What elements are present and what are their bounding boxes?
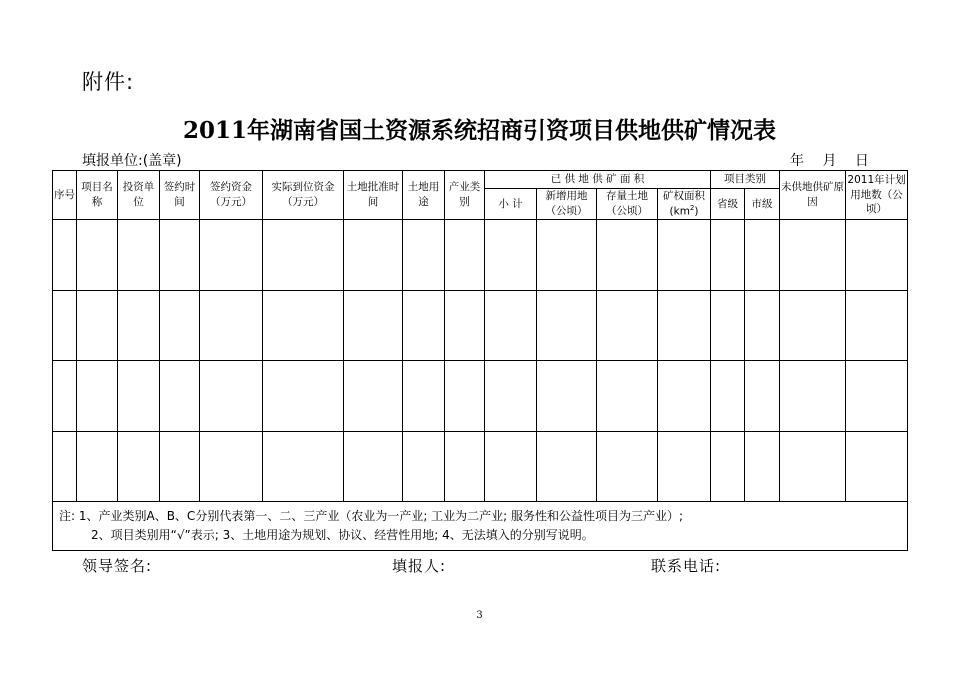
table-cell[interactable]: [77, 431, 118, 502]
header-industry-type: 产业类别: [445, 171, 485, 220]
table-cell[interactable]: [846, 361, 908, 432]
table-cell[interactable]: [53, 290, 77, 361]
table-cell[interactable]: [780, 361, 846, 432]
table-cell[interactable]: [745, 431, 780, 502]
table-cell[interactable]: [445, 290, 485, 361]
table-cell[interactable]: [658, 220, 711, 291]
reporting-unit-label: 填报单位:(盖章): [82, 153, 182, 169]
table-cell[interactable]: [403, 361, 445, 432]
table-cell[interactable]: [745, 220, 780, 291]
table-cell[interactable]: [445, 220, 485, 291]
mining-area-prefix: 矿权面积(km: [663, 190, 706, 218]
header-investor: 投资单位: [118, 171, 160, 220]
table-cell[interactable]: [846, 220, 908, 291]
header-existing-land: 存量土地（公顷）: [597, 189, 658, 220]
mining-area-superscript: 2: [689, 203, 695, 212]
header-unsupplied-reason: 未供地供矿原因: [780, 171, 846, 220]
notes-row: [53, 502, 908, 551]
table-cell[interactable]: [846, 290, 908, 361]
table-cell[interactable]: [485, 431, 537, 502]
table-cell[interactable]: [846, 431, 908, 502]
table-cell[interactable]: [745, 290, 780, 361]
table-cell[interactable]: [344, 361, 403, 432]
table-cell[interactable]: [160, 431, 200, 502]
table-cell[interactable]: [597, 220, 658, 291]
table-cell[interactable]: [160, 290, 200, 361]
table-cell[interactable]: [403, 431, 445, 502]
note-line-2: 2、项目类别用“√”表示; 3、土地用途为规划、协议、经营性用地; 4、无法填入的分别写说明。: [91, 528, 594, 542]
header-land-approval-time: 土地批准时间: [344, 171, 403, 220]
header-planned-land: 2011年计划用地数（公顷）: [846, 171, 908, 220]
table-cell[interactable]: [263, 361, 344, 432]
table-cell[interactable]: [485, 220, 537, 291]
table-cell[interactable]: [118, 220, 160, 291]
note-line-1: 注: 1、产业类别A、B、C分别代表第一、二、三产业（农业为一产业; 工业为二产业; 服务性和公益性项目为三产业）;: [59, 508, 684, 523]
table-cell[interactable]: [160, 220, 200, 291]
header-project-category-group: 项目类别: [711, 171, 780, 189]
mining-area-suffix: ): [694, 205, 699, 218]
table-row: [53, 431, 908, 502]
report-table: [52, 170, 908, 551]
table-cell[interactable]: [445, 431, 485, 502]
header-land-use: 土地用途: [403, 171, 445, 220]
table-cell[interactable]: [597, 361, 658, 432]
table-cell[interactable]: [780, 431, 846, 502]
table-cell[interactable]: [658, 290, 711, 361]
table-cell[interactable]: [77, 290, 118, 361]
table-cell[interactable]: [537, 290, 597, 361]
table-row: [53, 361, 908, 432]
table-cell[interactable]: [537, 220, 597, 291]
document-title: 2011年湖南省国土资源系统招商引资项目供地供矿情况表: [182, 117, 776, 144]
table-cell[interactable]: [711, 220, 745, 291]
table-cell[interactable]: [263, 431, 344, 502]
table-cell[interactable]: [445, 361, 485, 432]
header-mining-area: [658, 189, 711, 220]
header-project-name: 项目名称: [77, 171, 118, 220]
phone-label: 联系电话:: [651, 557, 722, 575]
table-cell[interactable]: [53, 431, 77, 502]
header-municipal: 市级: [745, 189, 780, 220]
table-cell[interactable]: [200, 361, 263, 432]
table-cell[interactable]: [403, 220, 445, 291]
table-cell[interactable]: [597, 431, 658, 502]
header-signed-funds: 签约资金（万元）: [200, 171, 263, 220]
table-cell[interactable]: [200, 220, 263, 291]
notes-cell: [53, 502, 908, 551]
table-cell[interactable]: [200, 290, 263, 361]
header-new-land: 新增用地（公顷）: [537, 189, 597, 220]
table-cell[interactable]: [780, 220, 846, 291]
table-cell[interactable]: [711, 431, 745, 502]
table-cell[interactable]: [53, 361, 77, 432]
date-field-label: 年 月 日: [790, 153, 869, 169]
table-cell[interactable]: [745, 361, 780, 432]
header-signing-time: 签约时间: [160, 171, 200, 220]
page-number: 3: [476, 610, 483, 621]
table-cell[interactable]: [403, 290, 445, 361]
table-cell[interactable]: [485, 361, 537, 432]
table-cell[interactable]: [597, 290, 658, 361]
table-cell[interactable]: [344, 431, 403, 502]
header-subtotal: 小 计: [485, 189, 537, 220]
table-cell[interactable]: [344, 290, 403, 361]
table-cell[interactable]: [263, 290, 344, 361]
table-cell[interactable]: [118, 431, 160, 502]
table-cell[interactable]: [263, 220, 344, 291]
table-cell[interactable]: [780, 290, 846, 361]
table-cell[interactable]: [53, 220, 77, 291]
table-cell[interactable]: [77, 220, 118, 291]
table-cell[interactable]: [711, 290, 745, 361]
header-serial: 序号: [53, 171, 77, 220]
table-row: [53, 220, 908, 291]
table-cell[interactable]: [77, 361, 118, 432]
header-provincial: 省级: [711, 189, 745, 220]
filler-label: 填报人:: [392, 557, 447, 575]
table-row: [53, 290, 908, 361]
leader-signature-label: 领导签名:: [82, 557, 153, 575]
table-cell[interactable]: [118, 361, 160, 432]
header-supplied-area-group: 已 供 地 供 矿 面 积: [485, 171, 711, 189]
table-cell[interactable]: [537, 361, 597, 432]
table-cell[interactable]: [200, 431, 263, 502]
header-actual-funds: 实际到位资金（万元）: [263, 171, 344, 220]
table-cell[interactable]: [160, 361, 200, 432]
table-cell[interactable]: [485, 290, 537, 361]
table-cell[interactable]: [537, 431, 597, 502]
table-cell[interactable]: [711, 361, 745, 432]
attachment-label: 附件:: [82, 70, 135, 94]
table-cell[interactable]: [118, 290, 160, 361]
table-cell[interactable]: [658, 361, 711, 432]
table-cell[interactable]: [344, 220, 403, 291]
table-cell[interactable]: [658, 431, 711, 502]
